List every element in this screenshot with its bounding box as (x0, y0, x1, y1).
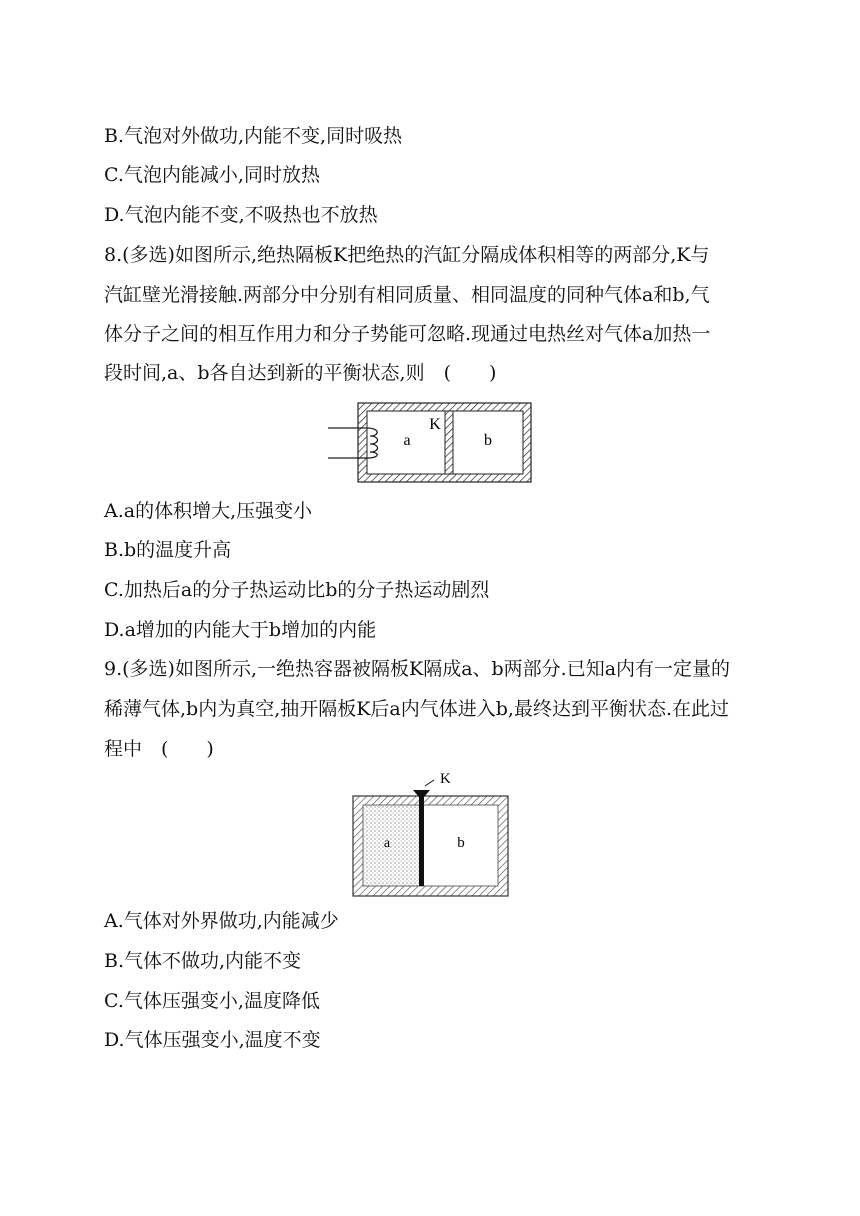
q8-stem-line-4: 段时间,a、b各自达到新的平衡状态,则 ( ) (104, 362, 497, 384)
q7-option-b: B.气泡对外做功,内能不变,同时吸热 (104, 125, 403, 147)
q9-option-c: C.气体压强变小,温度降低 (104, 990, 320, 1012)
q8-option-c: C.加热后a的分子热运动比b的分子热运动剧烈 (104, 579, 490, 601)
q8-label-k: K (429, 416, 441, 433)
q9-label-b: b (457, 835, 465, 851)
q9-label-a: a (383, 836, 391, 851)
q9-k-pointer (425, 780, 434, 786)
q9-option-a: A.气体对外界做功,内能减少 (104, 910, 339, 932)
q9-partition-k (419, 790, 424, 886)
q7-option-d: D.气泡内能不变,不吸热也不放热 (104, 204, 378, 226)
q9-chamber-a (363, 805, 422, 886)
q8-label-b: b (484, 432, 492, 449)
q8-cylinder-figure (320, 398, 536, 488)
q9-stem-line-2: 稀薄气体,b内为真空,抽开隔板K后a内气体进入b,最终达到平衡状态.在此过 (104, 698, 730, 720)
q9-stem-line-3: 程中 ( ) (104, 738, 214, 760)
q8-label-a: a (403, 432, 411, 449)
q8-stem-line-2: 汽缸壁光滑接触.两部分中分别有相同质量、相同温度的同种气体a和b,气 (104, 284, 710, 306)
q9-option-b: B.气体不做功,内能不变 (104, 950, 302, 972)
q9-option-d: D.气体压强变小,温度不变 (104, 1029, 321, 1051)
q9-stem-line-1: 9.(多选)如图所示,一绝热容器被隔板K隔成a、b两部分.已知a内有一定量的 (104, 658, 731, 680)
q8-option-b: B.b的温度升高 (104, 539, 232, 561)
q8-partition-k (445, 411, 453, 474)
q9-container-figure (350, 770, 512, 900)
q7-option-c: C.气泡内能减小,同时放热 (104, 164, 320, 186)
q8-stem-line-1: 8.(多选)如图所示,绝热隔板K把绝热的汽缸分隔成体积相等的两部分,K与 (104, 244, 710, 266)
q9-label-k: K (440, 771, 451, 787)
q8-stem-line-3: 体分子之间的相互作用力和分子势能可忽略.现通过电热丝对气体a加热一 (104, 323, 711, 345)
q8-option-a: A.a的体积增大,压强变小 (104, 500, 313, 522)
q8-option-d: D.a增加的内能大于b增加的内能 (104, 619, 377, 641)
